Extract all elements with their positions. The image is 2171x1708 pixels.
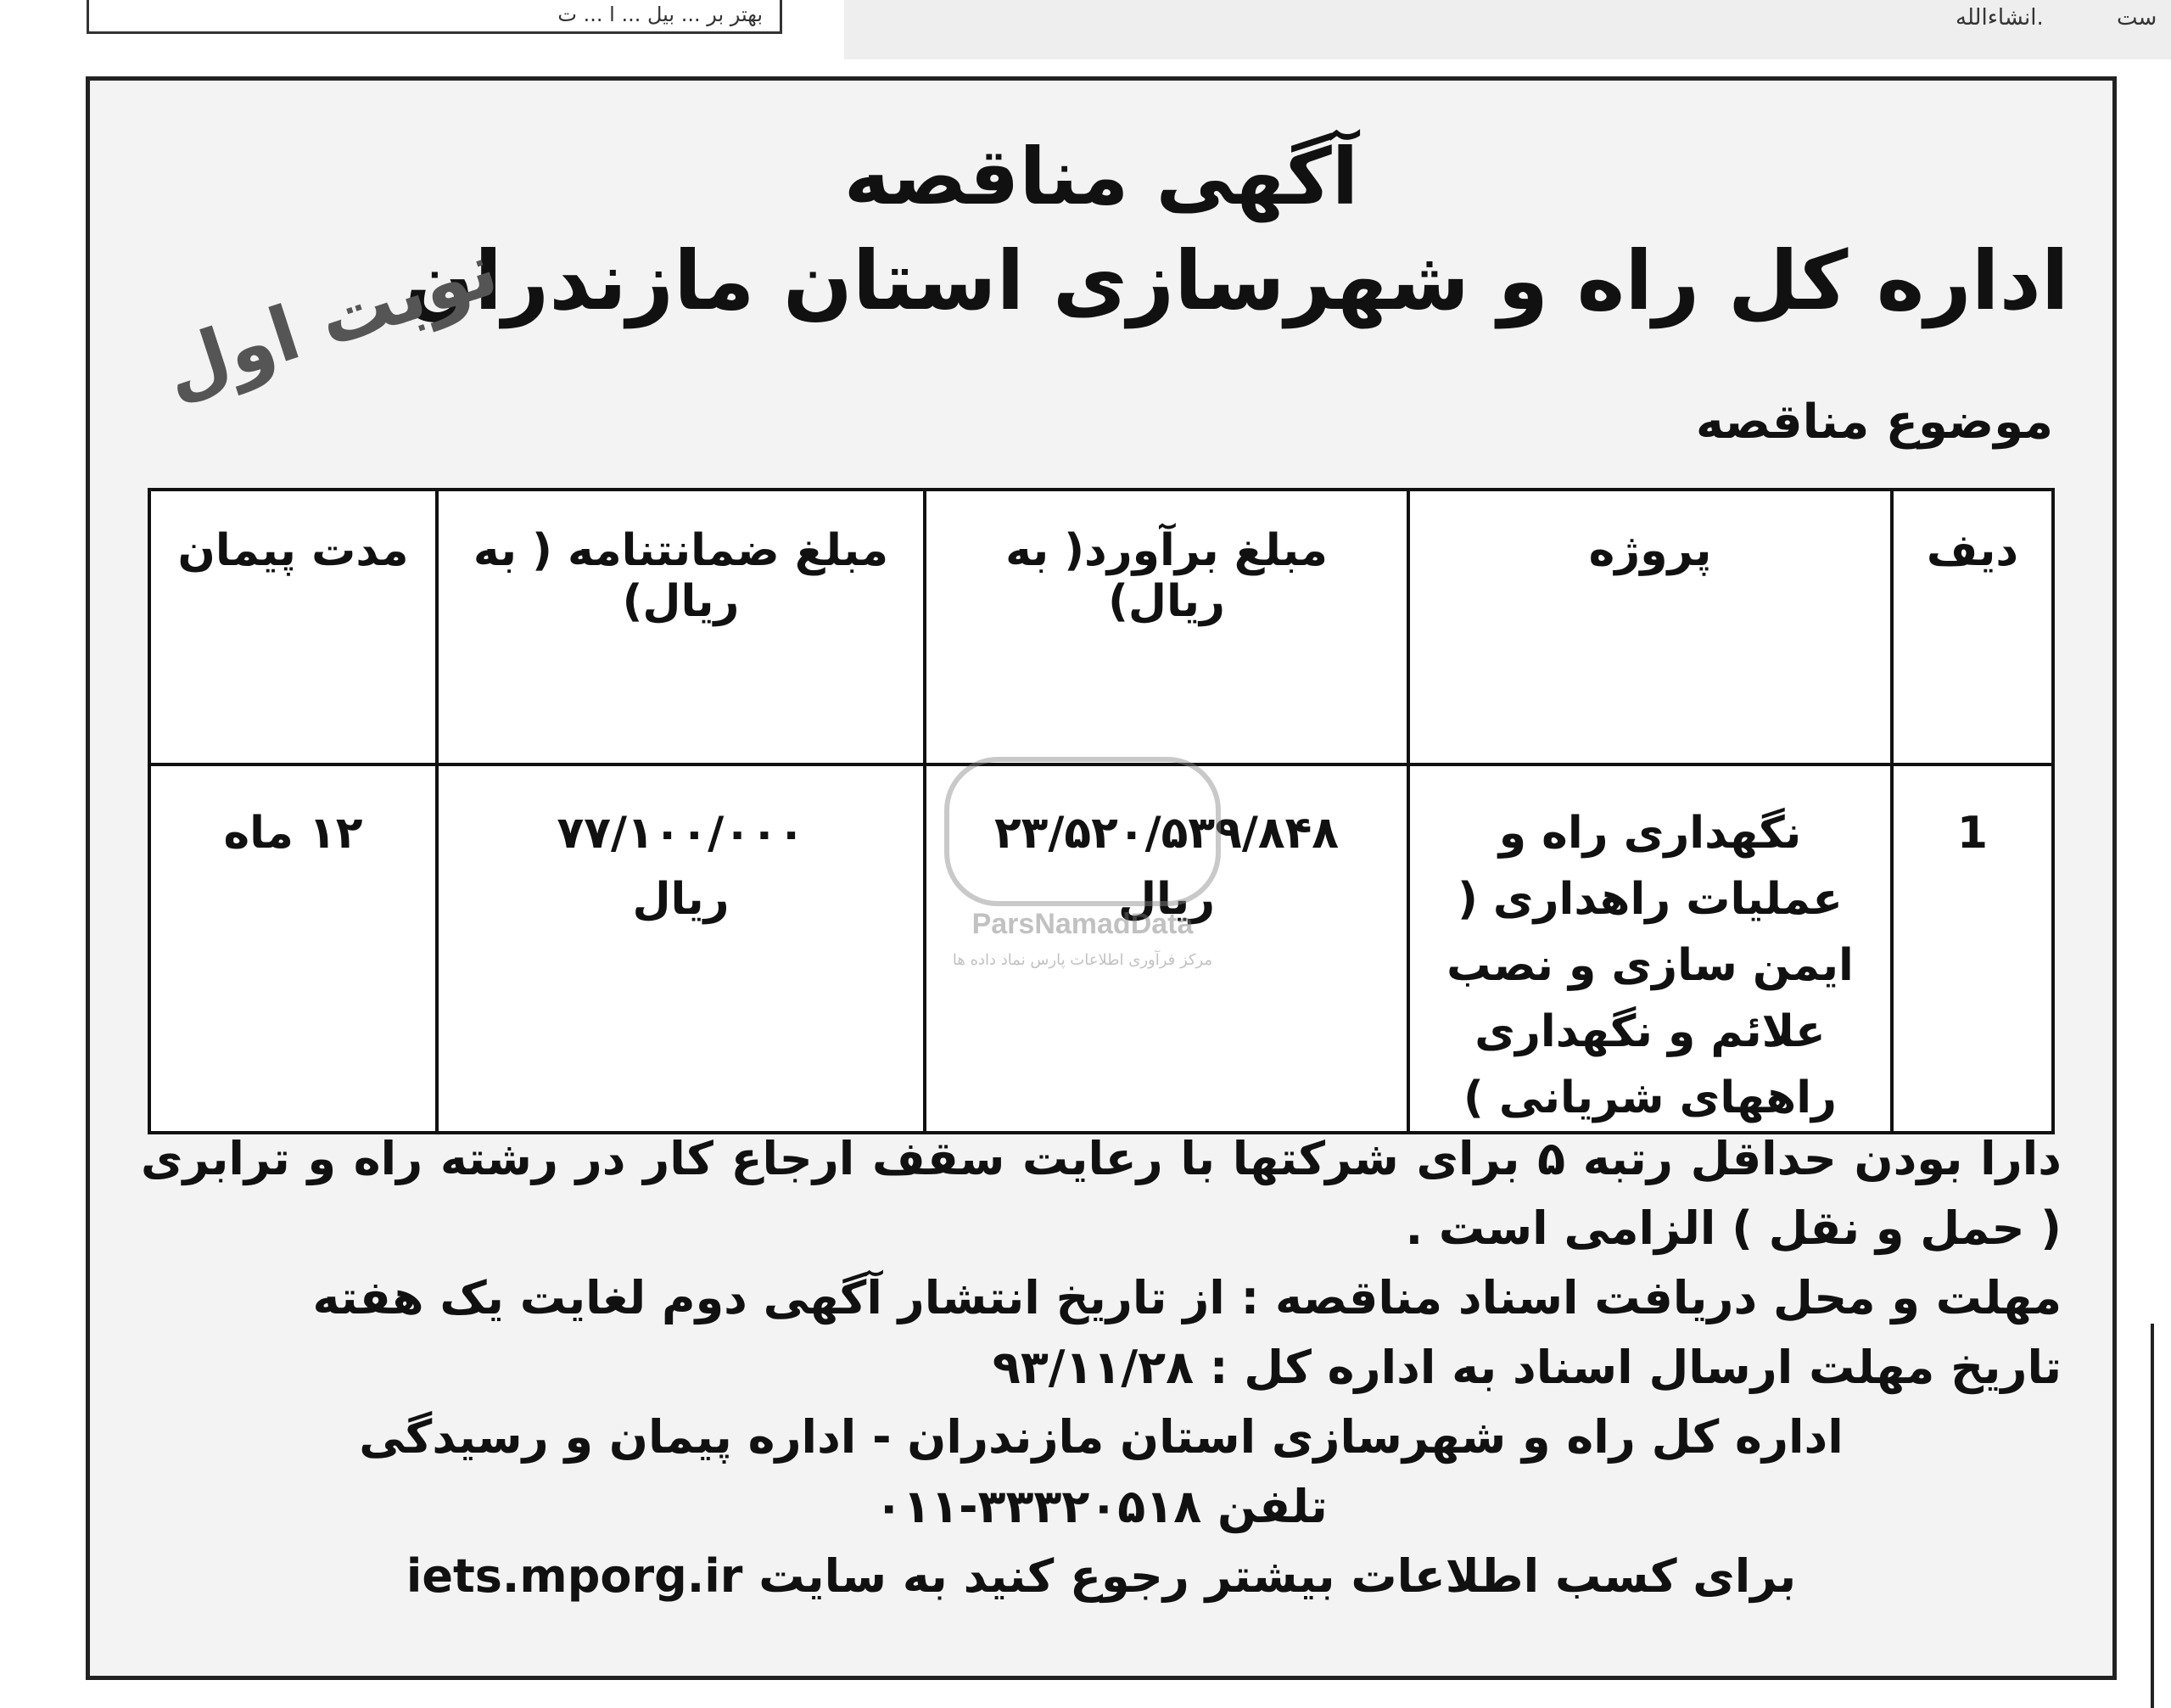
document-pickup-deadline: مهلت و محل دریافت اسناد مناقصه : از تاریخ انتشار آگهی دوم لغایت یک هفته bbox=[312, 1271, 2062, 1324]
watermark-caption: مرکز فرآوری اطلاعات پارس نماد داده ها bbox=[952, 951, 1213, 969]
contact-office: اداره کل راه و شهرسازی استان مازندران - اداره پیمان و رسیدگی bbox=[359, 1410, 1844, 1464]
previous-article-word: ست bbox=[2117, 5, 2157, 31]
previous-ad-text: بهتر بر ... بیل ... ا ... ت bbox=[557, 3, 763, 26]
table-row bbox=[149, 764, 2053, 1133]
organization-name: اداره کل راه و شهرسازی استان مازندران bbox=[405, 233, 2069, 328]
table-header-row bbox=[149, 490, 2053, 764]
cell-estimate bbox=[925, 764, 1408, 1133]
header-row-number: دیف bbox=[1892, 490, 2053, 764]
eligibility-requirement: دارا بودن حداقل رتبه ۵ برای شرکتها با رعایت سقف ارجاع کار در رشته راه و ترابری ( حمل و نقل ) الزامی است . bbox=[141, 1132, 2062, 1255]
estimate-amount: ۲۳/۵۲۰/۵۳۹/۸۴۸ bbox=[993, 808, 1340, 859]
tender-table bbox=[148, 488, 2055, 1134]
guarantee-unit: ریال bbox=[632, 874, 730, 925]
guarantee-amount: ۷۷/۱۰۰/۰۰۰ bbox=[557, 808, 805, 859]
website-line: برای کسب اطلاعات بیشتر رجوع کنید به سایت iets.mporg.ir bbox=[406, 1549, 1797, 1603]
previous-article-fragment bbox=[844, 0, 2171, 59]
contact-phone: تلفن ۳۳۳۲۰۵۱۸-۰۱۱ bbox=[875, 1480, 1328, 1533]
cell-project: نگهداری راه و عملیات راهداری ( ایمن سازی و نصب علائم و نگهداری راههای شریانی ) bbox=[1408, 764, 1892, 1133]
previous-article-word: انشاءالله. bbox=[1956, 5, 2044, 31]
tender-advertisement bbox=[86, 76, 2117, 1680]
submission-deadline: تاریخ مهلت ارسال اسناد به اداره کل : ۹۳/۱۱/۲۸ bbox=[992, 1341, 2062, 1394]
header-guarantee: مبلغ ضمانتنامه ( به ریال) bbox=[437, 490, 925, 764]
cell-guarantee bbox=[437, 764, 925, 1133]
cell-duration: ۱۲ ماه bbox=[149, 764, 437, 1133]
header-project: پروژه bbox=[1408, 490, 1892, 764]
header-estimate: مبلغ برآورد( به ریال) bbox=[925, 490, 1408, 764]
estimate-unit: ریال bbox=[1117, 874, 1216, 925]
adjacent-column-border bbox=[2151, 1324, 2171, 1708]
cell-row-number: 1 bbox=[1892, 764, 2053, 1133]
previous-ad-fragment bbox=[87, 0, 782, 34]
ad-body bbox=[141, 1124, 2062, 1611]
watermark-brand: ParsNamadData bbox=[971, 908, 1194, 940]
subject-label: موضوع مناقصه bbox=[1695, 395, 2053, 450]
first-publication-stamp: نوبت اول bbox=[153, 224, 508, 415]
ad-title: آگهی مناقصه bbox=[843, 132, 1359, 222]
header-duration: مدت پیمان bbox=[149, 490, 437, 764]
